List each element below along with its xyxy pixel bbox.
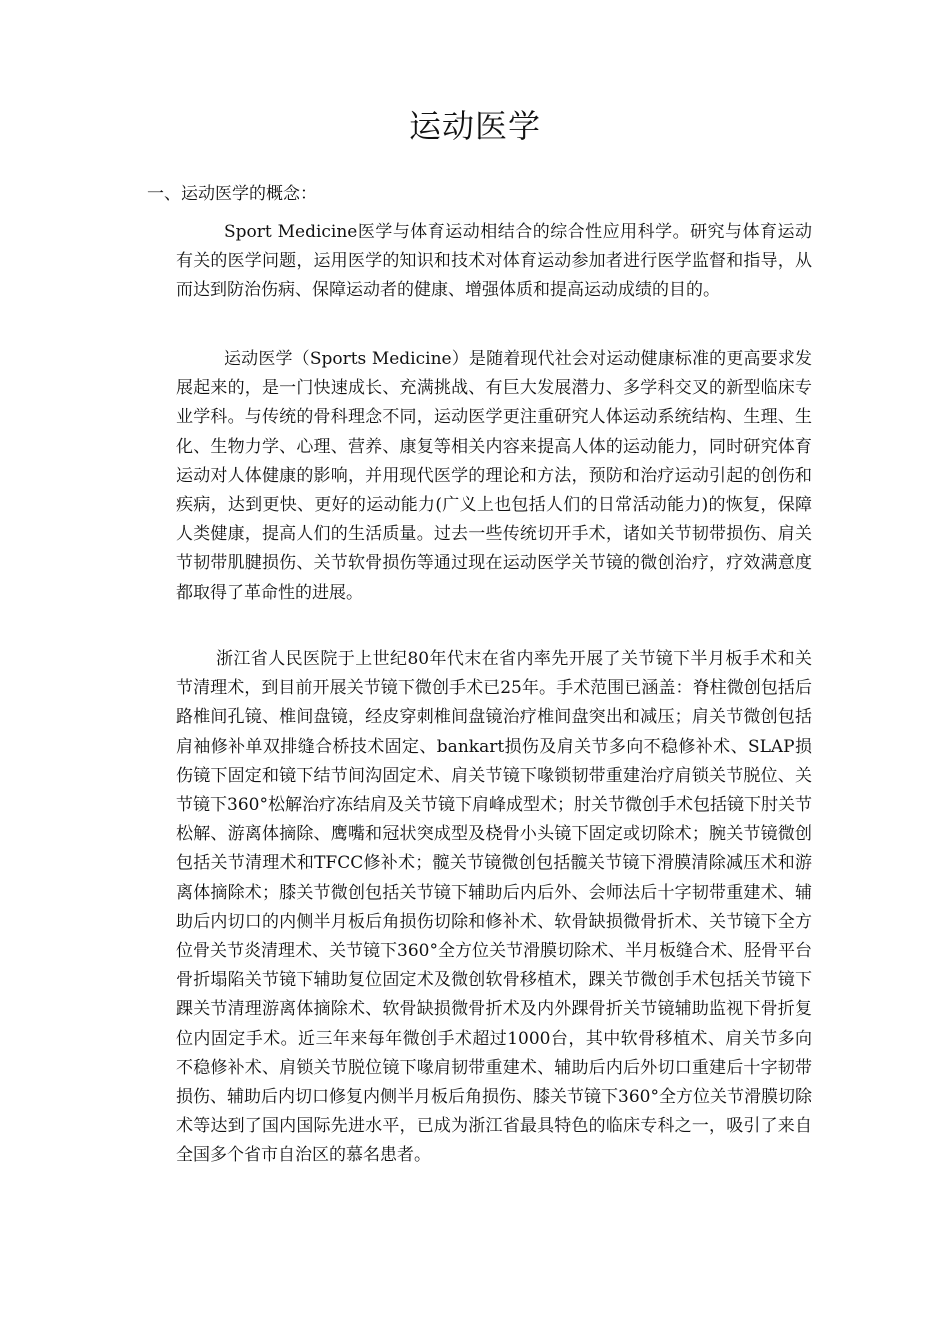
paragraph-sports-medicine-overview: 运动医学（Sports Medicine）是随着现代社会对运动健康标准的更高要求发展起来的，是一门快速成长、充满挑战、有巨大发展潜力、多学科交叉的新型临床专业学科。与传统的骨科理念不同，运动医学更注重研究人体运动系统结构、生理、生化、生物力学、心理、营养、康复等相关内容来提高人体的运动能力，同时研究体育运动对人体健康的影响，并用现代医学的理论和方法，预防和治疗运动引起的创伤和疾病，达到更快、更好的运动能力(广义上也包括人们的日常活动能力)的恢复，保障人类健康，提高人们的生活质量。过去一些传统切开手术，诸如关节韧带损伤、肩关节韧带肌腱损伤、关节软骨损伤等通过现在运动医学关节镜的微创治疗，疗效满意度都取得了革命性的进展。	[176, 349, 812, 603]
section-heading: 一、运动医学的概念：	[147, 184, 317, 204]
document-title: 运动医学	[408, 107, 541, 145]
paragraph-zhejiang-hospital: 浙江省人民医院于上世纪80年代末在省内率先开展了关节镜下半月板手术和关节清理术，到目前开展关节镜下微创手术已25年。手术范围已涵盖：脊柱微创包括后路椎间孔镜、椎间盘镜，经皮穿刺椎间盘镜治疗椎间盘突出和减压；肩关节微创包括肩袖修补单双排缝合桥技术固定、bankart损伤及肩关节多向不稳修补术、SLAP损伤镜下固定和镜下结节间沟固定术、肩关节镜下喙锁韧带重建治疗肩锁关节脱位、关节镜下360°松解治疗冻结肩及关节镜下肩峰成型术；肘关节微创手术包括镜下肘关节松解、游离体摘除、鹰嘴和冠状突成型及桡骨小头镜下固定或切除术；腕关节镜微创包括关节清理术和TFCC修补术；髋关节镜微创包括髋关节镜下滑膜清除减压术和游离体摘除术；膝关节微创包括关节镜下辅助后内后外、会师法后十字韧带重建术、辅助后内切口的内侧半月板后角损伤切除和修补术、软骨缺损微骨折术、关节镜下全方位骨关节炎清理术、关节镜下360°全方位关节滑膜切除术、半月板缝合术、胫骨平台骨折塌陷关节镜下辅助复位固定术及微创软骨移植术，踝关节微创手术包括关节镜下踝关节清理游离体摘除术、软骨缺损微骨折术及内外踝骨折关节镜辅助监视下骨折复位内固定手术。近三年来每年微创手术超过1000台，其中软骨移植术、肩关节多向不稳修补术、肩锁关节脱位镜下喙肩韧带重建术、辅助后内后外切口重建后十字韧带损伤、辅助后内切口修复内侧半月板后角损伤、膝关节镜下360°全方位关节滑膜切除术等达到了国内国际先进水平，已成为浙江省最具特色的临床专科之一，吸引了来自全国多个省市自治区的慕名患者。	[176, 649, 812, 1166]
paragraph-sport-medicine-definition: Sport Medicine医学与体育运动相结合的综合性应用科学。研究与体育运动有关的医学问题，运用医学的知识和技术对体育运动参加者进行医学监督和指导，从而达到防治伤病、保障运动者的健康、增强体质和提高运动成绩的目的。	[176, 222, 812, 301]
